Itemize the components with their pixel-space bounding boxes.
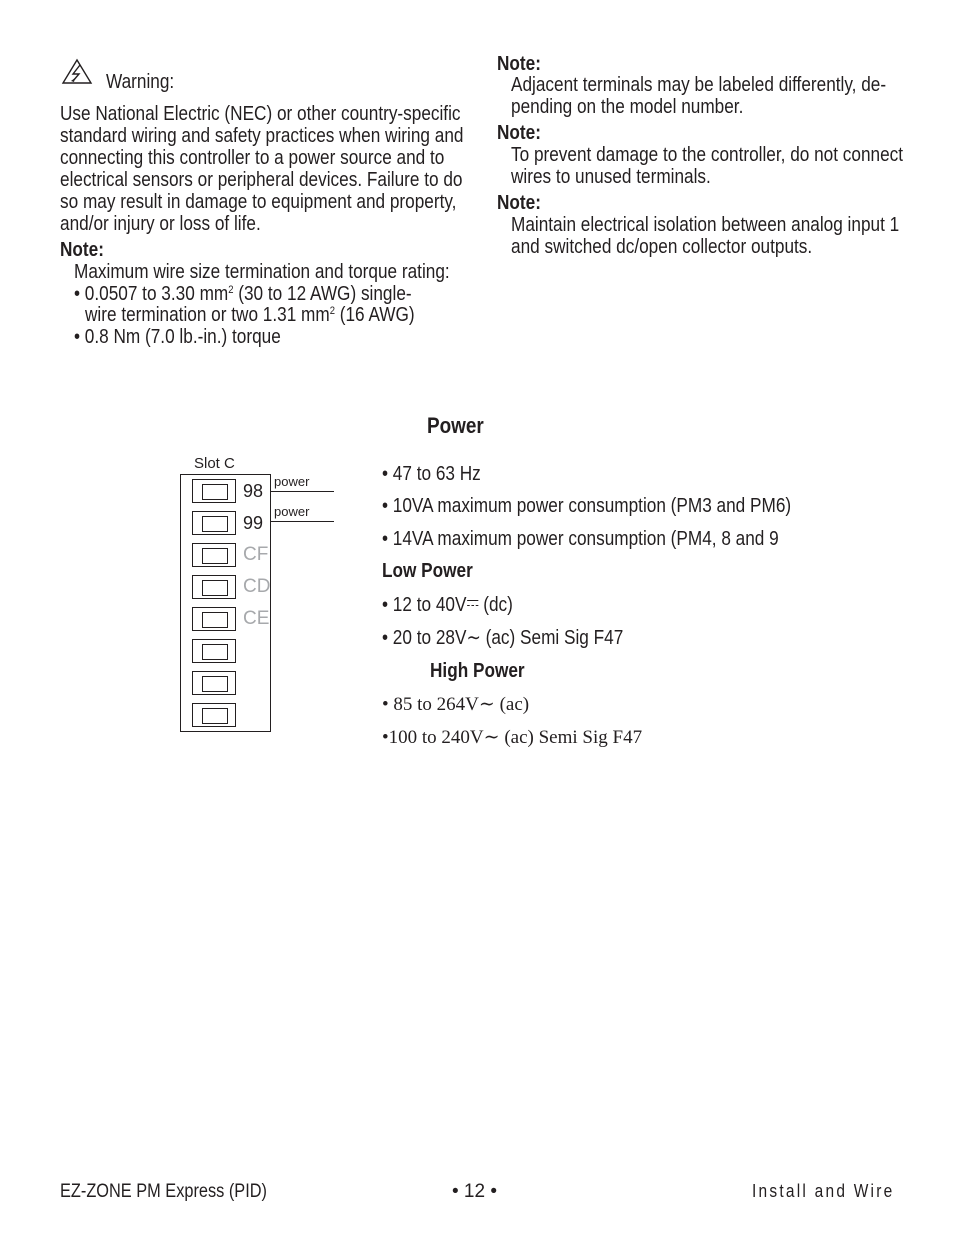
high-power-heading: High Power [430, 660, 525, 682]
wire-line [271, 491, 334, 492]
terminal-screw [192, 607, 236, 631]
warning-line: Use National Electric (NEC) or other country-specific [60, 103, 461, 125]
wire-size-text: • 0.0507 to 3.30 mm [74, 283, 229, 305]
low-power-text: • 12 to 40V [382, 594, 467, 616]
note-line: Maintain electrical isolation between analog input 1 [511, 214, 900, 236]
terminal-screw [192, 671, 236, 695]
wire-size-text: (30 to 12 AWG) single- [233, 283, 412, 305]
wire-size-bullet [74, 283, 412, 305]
slot-label: Slot C [194, 455, 235, 472]
warning-line: connecting this controller to a power source and to [60, 147, 445, 169]
wire-size-bullet-cont [85, 304, 415, 326]
footer-section-title: Install and Wire [752, 1181, 895, 1201]
terminal-label: CF [243, 544, 269, 565]
low-power-bullet [382, 594, 513, 616]
footer-page-number: • 12 • [452, 1181, 497, 1202]
warning-line: standard wiring and safety practices when wiring and [60, 125, 464, 147]
terminal-number: 98 [243, 481, 264, 501]
terminal-screw [192, 703, 236, 727]
superscript: 2 [329, 305, 335, 317]
power-bullet: • 10VA maximum power consumption (PM3 and PM6) [382, 495, 792, 517]
wire-size-text: (16 AWG) [334, 304, 415, 326]
terminal-screw [192, 575, 236, 599]
terminal-screw [192, 479, 236, 503]
terminal-screw [192, 543, 236, 567]
warning-line: electrical sensors or peripheral devices. Failure to do [60, 169, 463, 191]
note-line: and switched dc/open collector outputs. [511, 236, 813, 258]
note-line: pending on the model number. [511, 96, 744, 118]
torque-bullet: • 0.8 Nm (7.0 lb.-in.) torque [74, 326, 281, 348]
terminal-number: 99 [243, 513, 264, 533]
terminal-screw [192, 511, 236, 535]
wire-label: power [274, 474, 310, 489]
warning-shock-icon [60, 57, 94, 85]
power-bullet: • 47 to 63 Hz [382, 463, 481, 485]
wire-line [271, 521, 334, 522]
power-heading: Power [427, 413, 484, 438]
low-power-heading: Low Power [382, 560, 473, 582]
wire-size-text: wire termination or two 1.31 mm [85, 304, 330, 326]
note-title: Note: [497, 192, 541, 214]
warning-line: so may result in damage to equipment and property, [60, 191, 457, 213]
footer-product-name: EZ-ZONE PM Express (PID) [60, 1181, 267, 1202]
note-line: wires to unused terminals. [511, 166, 711, 188]
warning-line: and/or injury or loss of life. [60, 213, 261, 235]
low-power-bullet: • 20 to 28V∼ (ac) Semi Sig F47 [382, 627, 624, 649]
note-body [511, 214, 899, 258]
dc-symbol-icon [467, 600, 478, 608]
note-title: Note: [497, 122, 541, 144]
low-power-text: (dc) [478, 594, 513, 616]
wire-label: power [274, 504, 310, 519]
warning-body [60, 103, 463, 235]
power-bullet: • 14VA maximum power consumption (PM4, 8 and 9 [382, 528, 779, 550]
warning-label: Warning: [106, 71, 175, 93]
note-body [511, 144, 903, 188]
high-power-bullet: •100 to 240V∼ (ac) Semi Sig F47 [382, 727, 643, 748]
note-title: Note: [497, 53, 541, 75]
note-title: Note: [60, 239, 104, 261]
note-body [511, 74, 886, 118]
note-line: Adjacent terminals may be labeled differently, de- [511, 74, 887, 96]
terminal-label: CE [243, 608, 270, 629]
note-line: To prevent damage to the controller, do not connect [511, 144, 904, 166]
superscript: 2 [228, 284, 234, 296]
terminal-label: CD [243, 576, 271, 597]
high-power-bullet: • 85 to 264V∼ (ac) [382, 694, 530, 715]
note-body: Maximum wire size termination and torque rating: [74, 261, 450, 283]
terminal-screw [192, 639, 236, 663]
